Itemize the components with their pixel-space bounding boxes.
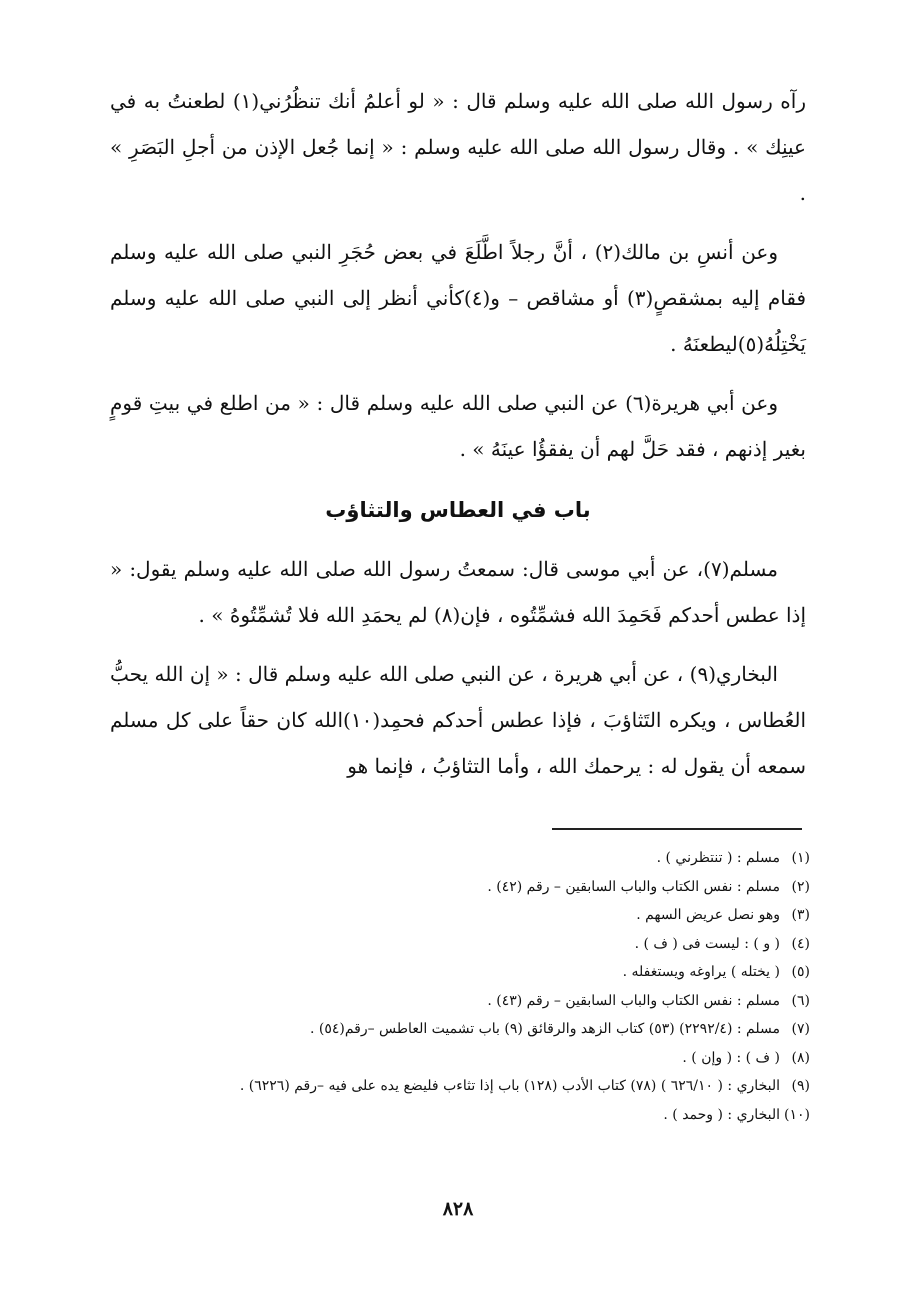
footnote-item — [110, 1101, 810, 1130]
footnote-item — [110, 873, 810, 902]
footnote-number: (٥) — [791, 964, 810, 980]
footnote-text: مسلم : نفس الكتاب والباب السابقين – رقم (٤٢) . — [487, 878, 780, 895]
footnote-number: (٦) — [791, 992, 810, 1009]
footnote-item — [110, 901, 810, 930]
footnote-number: (٨) — [791, 1049, 810, 1066]
paragraph-1: رآه رسول الله صلى الله عليه وسلم قال : « لو أعلمُ أنك تنظُرُني(١) لطعنتُ به في عينِك » . وقال رسول الله صلى الله عليه وسلم : « إنما جُعل الإذن من أجلِ البَصَرِ » . — [110, 89, 806, 205]
paragraph-3: وعن أبي هريرة(٦) عن النبي صلى الله عليه وسلم قال : « من اطلع في بيتِ قومٍ بغير إذنهم ، فقد حَلَّ لهم أن يفقؤُا عينَهُ » . — [110, 391, 806, 461]
footnote-text: مسلم : ( تنتظرني ) . — [656, 850, 780, 866]
footnotes — [110, 844, 810, 1129]
footnote-number: (٣) — [791, 907, 810, 923]
footnote-text: مسلم : (٢٢٩٢/٤) (٥٣) كتاب الزهد والرقائق (٩) باب تشميت العاطس –رقم(٥٤) . — [309, 1021, 780, 1037]
section-heading: باب في العطاس والتثاؤب — [325, 498, 591, 522]
footnote-text: البخاري : ( وحمد ) . — [663, 1106, 780, 1123]
footnote-item — [110, 930, 810, 959]
footnote-item — [110, 987, 810, 1016]
footnote-item — [110, 1015, 810, 1044]
page-number: ٨٢٨ — [442, 1198, 474, 1220]
footnote-number: (١) — [791, 850, 810, 866]
footnote-text: البخاري : ( ٦٢٦/١٠ ) (٧٨) كتاب الأدب (١٢٨) باب إذا تثاءب فليضع يده على فيه –رقم (٦٢٢٦) . — [239, 1078, 780, 1094]
footnote-text: ( ف ) : ( وإن ) . — [682, 1049, 780, 1066]
footnote-number: (٩) — [791, 1078, 810, 1094]
paragraph-4: مسلم(٧)، عن أبي موسى قال: سمعتُ رسول الله صلى الله عليه وسلم يقول: « إذا عطس أحدكم فَحَمِدَ الله فشمِّتُوه ، فإن(٨) لم يحمَدِ الله فلا تُشمِّتُوهُ » . — [110, 557, 806, 627]
footnote-text: ( يختله ) يراوغه ويستغفله . — [622, 964, 780, 980]
footnote-number: (١٠) — [784, 1106, 810, 1123]
paragraph-2: وعن أنسِ بن مالك(٢) ، أنَّ رجلاً اطَّلَعَ في بعض حُجَرِ النبي صلى الله عليه وسلم فقام إليه بمشقصٍ(٣) أو مشاقص – و(٤)كأني أنظر إلى النبي صلى الله عليه وسلم يَخْتِلُهُ(٥)ليطعنَهُ . — [110, 240, 807, 356]
paragraph-5: البخاري(٩) ، عن أبي هريرة ، عن النبي صلى الله عليه وسلم قال : « إن الله يحبُّ العُطاس ، ويكره التَثاؤبَ ، فإذا عطس أحدكم فحمِد(١٠)الله كان حقاً على كل مسلم سمعه أن يقول له : يرحمك الله ، وأما التثاؤبُ ، فإنما هو — [110, 662, 807, 778]
footnote-separator — [552, 828, 802, 830]
footnote-text: ( و ) : ليست فى ( ف ) . — [634, 935, 780, 952]
footnote-item — [110, 1044, 810, 1073]
footnote-number: (٤) — [791, 935, 810, 952]
footnote-item — [110, 958, 810, 987]
footnote-item — [110, 1072, 810, 1101]
footnote-number: (٧) — [791, 1021, 810, 1037]
footnote-number: (٢) — [791, 878, 810, 895]
footnote-text: مسلم : نفس الكتاب والباب السابقين – رقم (٤٣) . — [487, 992, 780, 1009]
footnote-text: وهو نصل عريض السهم . — [636, 907, 780, 923]
main-text — [110, 78, 806, 802]
footnote-item — [110, 844, 810, 873]
